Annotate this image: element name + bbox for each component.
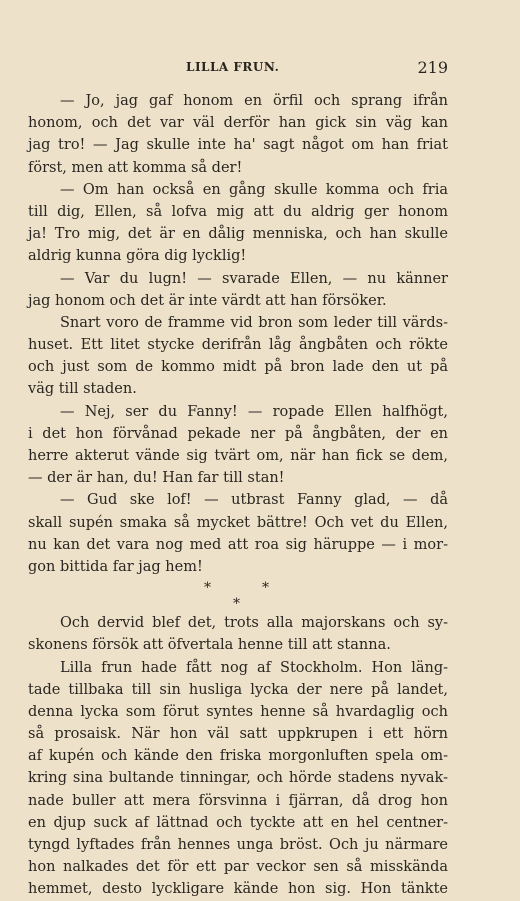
section-star: *: [262, 580, 269, 597]
text-line: honom, och det var väl derför han gick sin väg kan: [28, 115, 448, 132]
text-line: kring sina bultande tinningar, och hörde stadens nyvak-: [28, 770, 448, 787]
section-star: *: [204, 580, 211, 597]
text-line: skall supén smaka så mycket bättre! Och vet du Ellen,: [28, 514, 448, 531]
text-line: Snart voro de framme vid bron som leder till värds-: [60, 314, 448, 331]
text-line: och just som de kommo midt på bron lade den ut på: [28, 359, 448, 376]
body-text: [28, 90, 448, 901]
text-line: denna lycka som förut syntes henne så hvardaglig och: [28, 703, 448, 720]
header-title: LILLA FRUN.: [186, 60, 280, 74]
text-line: af kupén och kände den friska morgonluften spela om-: [28, 748, 448, 765]
text-line: jag honom och det är inte värdt att han försöker.: [28, 292, 387, 309]
text-line: i det hon förvånad pekade ner på ångbåten, der en: [28, 425, 448, 442]
text-line: nade buller att mera försvinna i fjärran, då drog hon: [28, 792, 448, 809]
text-line: — Var du lugn! — svarade Ellen, — nu känner: [60, 270, 448, 287]
running-header: [28, 58, 448, 80]
text-line: väg till staden.: [28, 381, 137, 398]
text-line: — Om han också en gång skulle komma och fria: [60, 181, 448, 198]
text-line: tade tillbaka till sin husliga lycka der nere på landet,: [28, 681, 448, 698]
page-number: 219: [417, 58, 448, 77]
text-line: gon bittida far jag hem!: [28, 558, 203, 575]
text-line: hon nalkades det för ett par veckor sen så misskända: [28, 859, 448, 876]
text-line: till dig, Ellen, så lofva mig att du aldrig ger honom: [28, 203, 448, 220]
text-line: Och dervid blef det, trots alla majorskans och sy-: [60, 615, 448, 632]
text-line: först, men att komma så der!: [28, 159, 243, 176]
text-line: ja! Tro mig, det är en dålig menniska, och han skulle: [28, 226, 448, 243]
text-line: — der är han, du! Han far till stan!: [28, 470, 285, 487]
text-line: så prosaisk. När hon väl satt uppkrupen i ett hörn: [28, 726, 448, 743]
text-line: — Gud ske lof! — utbrast Fanny glad, — då: [60, 492, 448, 509]
section-break: [28, 578, 448, 612]
text-line: tyngd lyftades från hennes unga bröst. Och ju närmare: [28, 837, 448, 853]
text-line: Lilla frun hade fått nog af Stockholm. Hon läng-: [60, 659, 448, 676]
text-line: herre akterut vände sig tvärt om, när han fick se dem,: [28, 448, 448, 464]
text-line: hemmet, desto lyckligare kände hon sig. Hon tänkte: [28, 881, 448, 898]
text-line: nu kan det vara nog med att roa sig häruppe — i mor-: [28, 536, 448, 553]
text-line: — Jo, jag gaf honom en örfil och sprang ifrån: [60, 93, 448, 109]
section-star: *: [233, 596, 240, 613]
text-line: en djup suck af lättnad och tyckte att en hel centner-: [28, 814, 448, 831]
text-line: aldrig kunna göra dig lycklig!: [28, 248, 247, 265]
text-line: skonens försök att öfvertala henne till att stanna.: [28, 637, 391, 654]
text-line: — Nej, ser du Fanny! — ropade Ellen halfhögt,: [60, 403, 448, 420]
text-line: jag tro! — Jag skulle inte ha' sagt något om han friat: [28, 137, 448, 154]
text-line: huset. Ett litet stycke derifrån låg ångbåten och rökte: [28, 337, 448, 354]
